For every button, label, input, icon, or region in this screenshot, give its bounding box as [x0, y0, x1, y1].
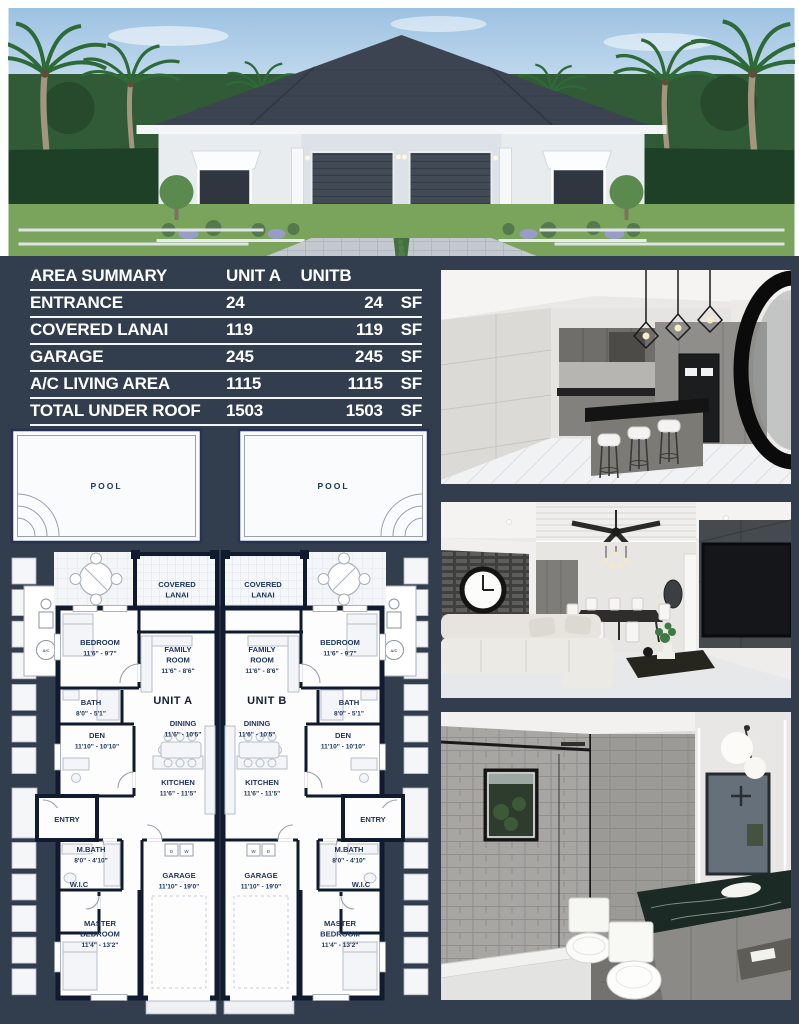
driveway-apron — [146, 1001, 216, 1014]
cell-label: GARAGE — [30, 344, 226, 371]
room-label-dining: DINING — [169, 719, 197, 728]
pool-label: POOL — [90, 481, 123, 491]
cell-b: 24 — [300, 290, 382, 317]
room-label-bedroom: 11'6" - 9'7" — [323, 650, 357, 658]
area-summary — [30, 264, 422, 426]
room-label-covered-lanai: LANAI — [165, 590, 189, 600]
room-label-entry: ENTRY — [360, 815, 386, 824]
room-label-covered-lanai: LANAI — [251, 590, 275, 600]
cell-b: 119 — [300, 317, 382, 344]
room-label-den: DEN — [334, 731, 352, 740]
room-label-master-bedroom: MASTER — [323, 919, 357, 928]
room-label-bath: BATH — [338, 698, 360, 707]
room-label-family-room: 11'6" - 8'6" — [161, 668, 195, 675]
cell-a: 1115 — [226, 371, 300, 398]
table-row — [30, 371, 422, 398]
room-label-family-room: FAMILY — [164, 645, 192, 654]
room-label-garage: GARAGE — [162, 871, 196, 880]
exterior-photo — [8, 8, 795, 256]
rain-shower-head — [561, 742, 585, 746]
room-label-bedroom: BEDROOM — [80, 638, 120, 647]
unit-a-header: UNIT A — [226, 264, 300, 290]
unit-b-header: UNITB — [300, 264, 382, 290]
room-label-family-room: ROOM — [166, 655, 190, 665]
area-summary-table — [30, 264, 422, 426]
room-label-garage: 11'10" - 19'0" — [158, 883, 200, 891]
room-label-garage: GARAGE — [244, 871, 278, 880]
ac-label: A/C — [390, 648, 398, 653]
cell-sf: SF — [383, 317, 422, 344]
room-label-master-bath: M.BATH — [334, 845, 364, 854]
room-label-kitchen: KITCHEN — [245, 778, 279, 787]
room-label-bath: 8'0" - 5'1" — [334, 710, 364, 718]
room-label-den: 11'10" - 10'10" — [320, 743, 366, 751]
cell-label: A/C LIVING AREA — [30, 371, 226, 398]
cell-sf: SF — [383, 344, 422, 371]
room-label-bedroom: BEDROOM — [320, 638, 360, 647]
walkway-slab — [12, 788, 37, 838]
table-title: AREA SUMMARY — [30, 264, 226, 290]
range-hood — [609, 332, 645, 362]
cell-b: 1503 — [300, 398, 382, 425]
cell-a: 24 — [226, 290, 300, 317]
room-label-den: DEN — [88, 731, 106, 740]
cell-sf: SF — [383, 398, 422, 425]
cell-sf: SF — [383, 290, 422, 317]
room-label-master-bath: 8'0" - 4'10" — [74, 857, 108, 865]
laundry-dryer-label: D — [169, 849, 174, 854]
cell-label: ENTRANCE — [30, 290, 226, 317]
bathroom-photo — [441, 712, 791, 1000]
cell-a: 245 — [226, 344, 300, 371]
backsplash — [559, 362, 655, 388]
room-label-master-bedroom: 11'4" - 13'2" — [321, 942, 359, 949]
room-label-master-bedroom: 11'4" - 13'2" — [81, 942, 119, 949]
room-label-master-bath: M.BATH — [76, 845, 106, 854]
sf-header — [383, 264, 422, 290]
fascia — [137, 125, 667, 134]
room-label-bath: BATH — [80, 698, 102, 707]
room-label-entry: ENTRY — [54, 815, 80, 824]
cell-label: TOTAL UNDER ROOF — [30, 398, 226, 425]
room-label-den: 11'10" - 10'10" — [74, 743, 120, 751]
cell-sf: SF — [383, 371, 422, 398]
cell-b: 1115 — [300, 371, 382, 398]
kitchen-photo — [441, 270, 791, 484]
laundry-washer-label: W — [184, 849, 189, 854]
room-label-covered-lanai: COVERED — [158, 580, 196, 589]
room-label-master-bedroom: BEDROOM — [320, 929, 360, 939]
room-label-garage: 11'10" - 19'0" — [240, 883, 282, 891]
table-row — [30, 344, 422, 371]
exterior-render — [8, 8, 795, 256]
ac-label: A/C — [42, 648, 50, 653]
room-label-dining: 11'6" - 10'5" — [238, 731, 276, 739]
room-label-kitchen: 11'6" - 11'5" — [243, 790, 281, 798]
room-label-kitchen: 11'6" - 11'5" — [159, 790, 197, 798]
room-label-family-room: 11'6" - 8'6" — [245, 668, 279, 675]
pool-label: POOL — [317, 481, 350, 491]
room-label-family-room: FAMILY — [248, 645, 276, 654]
room-label-dining: 11'6" - 10'5" — [164, 731, 202, 739]
room-label-master-bath: 8'0" - 4'10" — [332, 857, 366, 865]
room-label-master-bedroom: BEDROOM — [80, 929, 120, 939]
patio — [54, 552, 135, 610]
garage-opening — [148, 994, 210, 1002]
cell-a: 119 — [226, 317, 300, 344]
television — [703, 544, 791, 636]
table-row — [30, 398, 422, 425]
table-row — [30, 317, 422, 344]
area-summary-body — [30, 290, 422, 425]
floorplan-svg — [7, 428, 433, 1016]
room-label-master-bedroom: MASTER — [83, 919, 117, 928]
cell-a: 1503 — [226, 398, 300, 425]
room-label-family-room: ROOM — [250, 655, 274, 665]
room-label-walk-in-closet: W.I.C — [69, 880, 89, 889]
room-label-dining: DINING — [243, 719, 271, 728]
room-label-kitchen: KITCHEN — [161, 778, 195, 787]
laundry-washer-label: W — [251, 849, 256, 854]
floorplan — [7, 428, 433, 1016]
table-row — [30, 290, 422, 317]
unit-label: UNIT A — [153, 695, 193, 707]
living-room-photo — [441, 502, 791, 698]
laundry-dryer-label: D — [266, 849, 271, 854]
room-label-walk-in-closet: W.I.C — [351, 880, 371, 889]
cell-label: COVERED LANAI — [30, 317, 226, 344]
unit-label: UNIT B — [247, 695, 287, 707]
room-label-bedroom: 11'6" - 9'7" — [83, 650, 117, 658]
room-label-bath: 8'0" - 5'1" — [76, 710, 106, 718]
bahama-shutter-right — [543, 151, 612, 169]
bahama-shutter-left — [192, 151, 261, 169]
content-panel — [0, 256, 799, 1024]
table-header-row — [30, 264, 422, 290]
cell-b: 245 — [300, 344, 382, 371]
room-label-covered-lanai: COVERED — [244, 580, 282, 589]
